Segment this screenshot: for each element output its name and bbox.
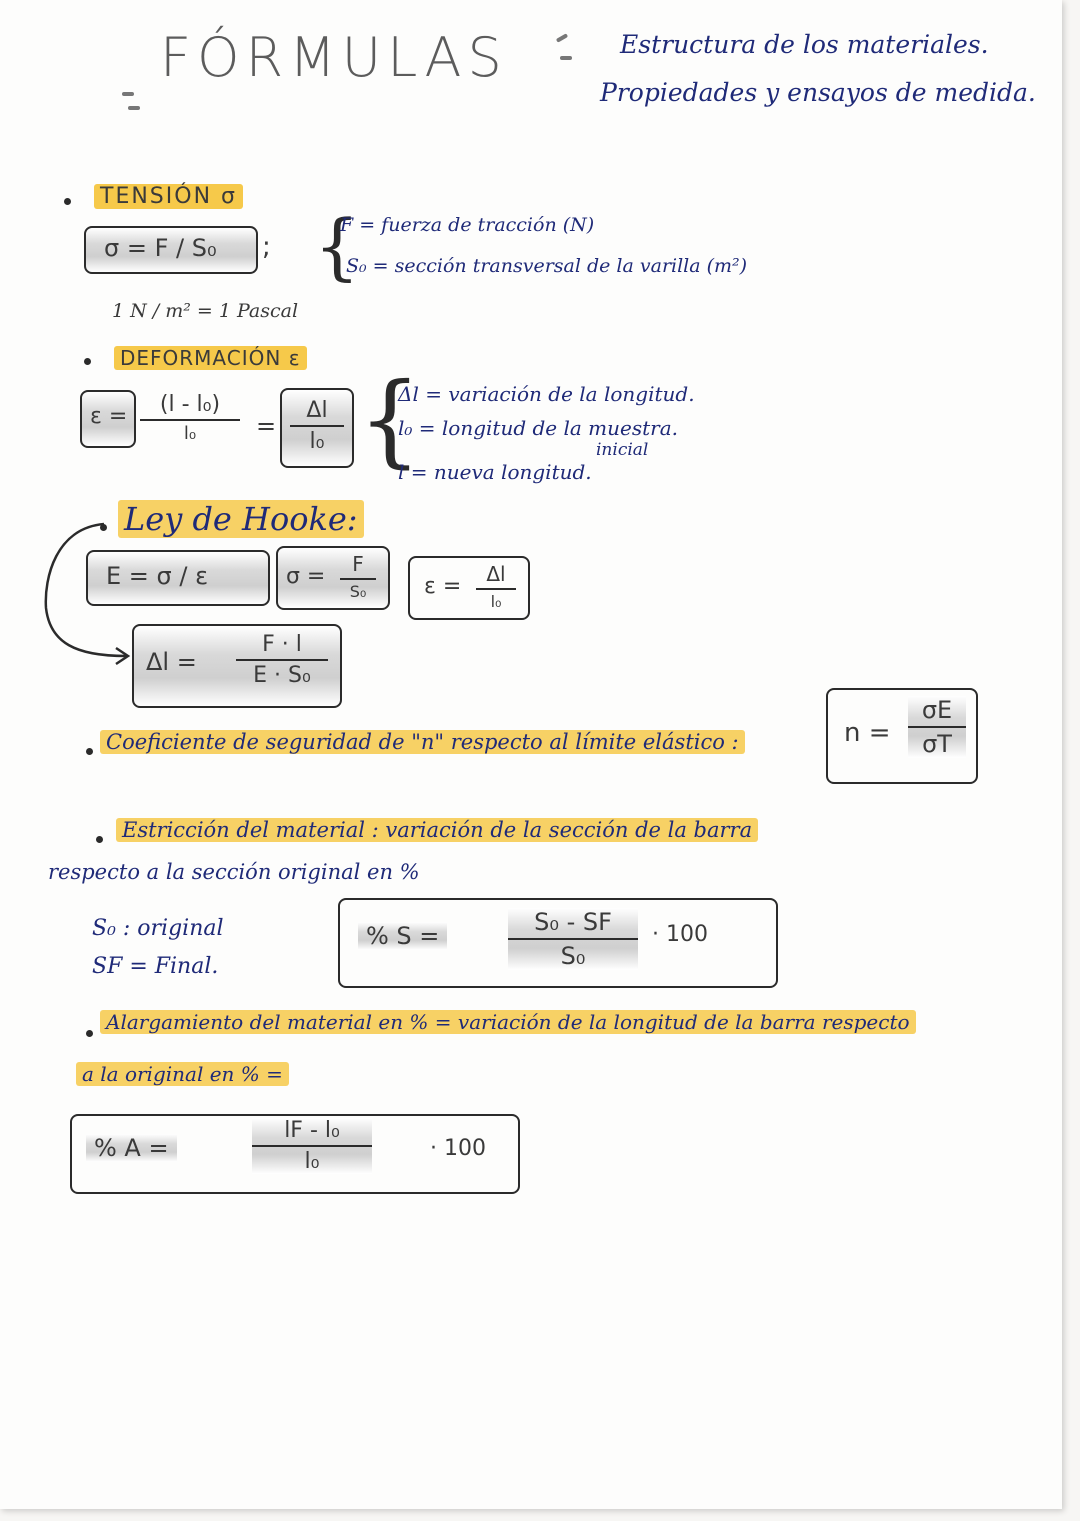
estriccion-def-sf: SF = Final. — [92, 954, 219, 979]
deformacion-def-l0: l₀ = longitud de la muestra. — [398, 416, 678, 440]
page-subtitle-line1: Estructura de los materiales. — [620, 30, 989, 59]
brace: { — [358, 361, 422, 478]
bullet — [86, 748, 93, 755]
seguridad-formula-box — [826, 688, 978, 784]
alargamiento-fraction — [252, 1118, 372, 1174]
deformacion-def-l0-note: inicial — [596, 440, 649, 460]
hooke-f4-num: F · l — [262, 632, 302, 657]
estriccion-den: S₀ — [560, 942, 586, 970]
hooke-formula-1: E = σ / ε — [106, 562, 209, 590]
tension-formula: σ = F / S₀ — [104, 234, 217, 262]
estriccion-text-line1: Estricción del material : variación de la sección de la barra — [116, 818, 758, 842]
hooke-f3-fraction — [476, 562, 516, 611]
fraction-bar — [908, 726, 966, 728]
tension-formula-box — [84, 226, 258, 274]
page-title: FÓRMULAS — [160, 26, 508, 89]
decoration-mark — [122, 92, 134, 96]
fraction-bar — [236, 659, 328, 661]
page-subtitle-line2: Propiedades y ensayos de medida. — [600, 78, 1036, 107]
hooke-f4-fraction — [236, 632, 328, 688]
deformacion-lhs-box — [80, 390, 136, 448]
tension-def-f: F = fuerza de tracción (N) — [340, 214, 595, 236]
seguridad-num: σE — [921, 696, 953, 724]
tension-def-s0: S₀ = sección transversal de la varilla (m²) — [346, 255, 748, 277]
estriccion-formula-box — [338, 898, 778, 988]
fraction-bar — [140, 419, 240, 421]
alargamiento-lhs: % A = — [86, 1134, 177, 1162]
seguridad-den: σT — [922, 730, 952, 758]
bullet — [84, 358, 91, 365]
deformacion-def-dl: Δl = variación de la longitud. — [398, 382, 695, 406]
decoration-mark — [556, 33, 568, 42]
hooke-f3-lhs: ε = — [424, 574, 462, 599]
deformacion-equals: = — [256, 412, 277, 440]
deformacion-lhs: ε = — [90, 404, 128, 429]
hooke-f3-num: Δl — [486, 562, 506, 586]
alargamiento-text-line1: Alargamiento del material en % = variación de la longitud de la barra respecto — [100, 1010, 916, 1034]
fraction-bar — [252, 1145, 372, 1147]
deformacion-def-l: l = nueva longitud. — [398, 460, 592, 484]
seguridad-fraction — [908, 696, 966, 758]
seguridad-text: Coeficiente de seguridad de "n" respecto al límite elástico : — [100, 730, 745, 754]
fraction-bar — [290, 425, 344, 427]
seguridad-lhs: n = — [844, 718, 891, 748]
deformacion-heading: DEFORMACIÓN ε — [114, 346, 307, 370]
estriccion-text-line2: respecto a la sección original en % — [48, 860, 420, 884]
estriccion-mult: · 100 — [652, 922, 708, 947]
hooke-f2-lhs: σ = — [286, 564, 326, 589]
alargamiento-mult: · 100 — [430, 1136, 486, 1161]
estriccion-lhs: % S = — [358, 922, 447, 950]
bullet — [96, 836, 103, 843]
fraction-bar — [476, 588, 516, 590]
alargamiento-formula-box — [70, 1114, 520, 1194]
alargamiento-text-line2: a la original en % = — [76, 1062, 289, 1086]
estriccion-def-s0: S₀ : original — [92, 916, 224, 941]
hooke-heading: Ley de Hooke: — [118, 500, 364, 538]
deformacion-frac1-num: (l - l₀) — [159, 392, 221, 417]
hooke-f4-lhs: Δl = — [146, 648, 197, 676]
alargamiento-den: l₀ — [304, 1149, 320, 1174]
alargamiento-num: lF - l₀ — [284, 1118, 340, 1143]
deformacion-fraction-1 — [140, 392, 240, 444]
estriccion-fraction — [508, 908, 638, 970]
tension-unit-note: 1 N / m² = 1 Pascal — [112, 300, 299, 322]
hooke-f4-den: E · S₀ — [253, 663, 311, 688]
fraction-bar — [508, 938, 638, 940]
estriccion-num: S₀ - SF — [534, 908, 612, 936]
deformacion-frac2-box — [280, 388, 354, 468]
brace: { — [314, 204, 360, 288]
fraction-bar — [340, 578, 376, 580]
hooke-formula-3-box — [408, 556, 530, 620]
deformacion-fraction-2 — [290, 398, 344, 454]
tension-semicolon: ; — [262, 232, 271, 262]
hooke-f2-fraction — [340, 552, 376, 601]
deformacion-frac2-den: l₀ — [309, 429, 325, 454]
hooke-f3-den: l₀ — [490, 592, 502, 611]
hooke-formula-4-box — [132, 624, 342, 708]
bullet — [86, 1030, 93, 1037]
decoration-mark — [560, 56, 572, 60]
decoration-mark — [128, 106, 140, 110]
bullet — [64, 198, 71, 205]
tension-heading: TENSIÓN σ — [94, 184, 243, 209]
hooke-f2-num: F — [352, 552, 364, 576]
hooke-f2-den: S₀ — [349, 582, 367, 601]
hooke-formula-1-box — [86, 550, 270, 606]
hooke-formula-2-box — [276, 546, 390, 610]
deformacion-frac2-num: Δl — [306, 398, 328, 423]
deformacion-frac1-den: l₀ — [183, 423, 197, 444]
